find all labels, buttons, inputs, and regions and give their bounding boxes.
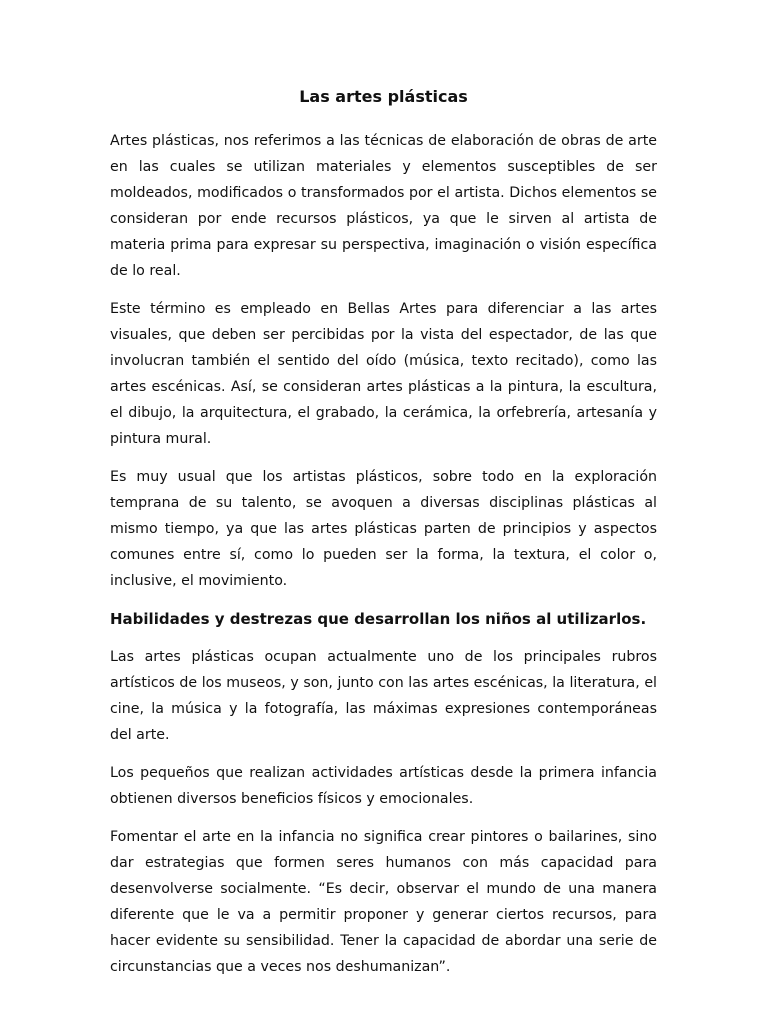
paragraph-1: Artes plásticas, nos referimos a las técnicas de elaboración de obras de arte en las cuales se utilizan materiales y elementos susceptibles de ser moldeados, modificados o transformados por el artista. Dichos elementos se consideran por ende recursos plásticos, ya que le sirven al artista de materia prima para expresar su perspectiva, imaginación o visión específica de lo real. [110, 133, 657, 279]
paragraph-2: Este término es empleado en Bellas Artes para diferenciar a las artes visuales, que deben ser percibidas por la vista del espectador, de las que involucran también el sentido del oído (música, texto recitado), como las artes escénicas. Así, se consideran artes plásticas a la pintura, la escultura, el dibujo, la arquitectura, el grabado, la cerámica, la orfebrería, artesanía y pintura mural. [110, 301, 657, 447]
paragraph-5: Los pequeños que realizan actividades artísticas desde la primera infancia obtienen diversos beneficios físicos y emocionales. [110, 765, 657, 807]
paragraph-4: Las artes plásticas ocupan actualmente uno de los principales rubros artísticos de los museos, y son, junto con las artes escénicas, la literatura, el cine, la música y la fotografía, las máximas expresiones contemporáneas del arte. [110, 649, 657, 743]
document-page [110, 84, 657, 992]
paragraph-6: Fomentar el arte en la infancia no significa crear pintores o bailarines, sino dar estrategias que formen seres humanos con más capacidad para desenvolverse socialmente. “Es decir, observar el mundo de una manera diferente que le va a permitir proponer y generar ciertos recursos, para hacer evidente su sensibilidad. Tener la capacidad de abordar una serie de circunstancias que a veces nos deshumanizan”. [110, 829, 657, 975]
paragraph-3: Es muy usual que los artistas plásticos, sobre todo en la exploración temprana de su talento, se avoquen a diversas disciplinas plásticas al mismo tiempo, ya que las artes plásticas parten de principios y aspectos comunes entre sí, como lo pueden ser la forma, la textura, el color o, inclusive, el movimiento. [110, 469, 657, 589]
section-heading: Habilidades y destrezas que desarrollan los niños al utilizarlos. [110, 610, 647, 628]
document-title: Las artes plásticas [299, 87, 468, 106]
